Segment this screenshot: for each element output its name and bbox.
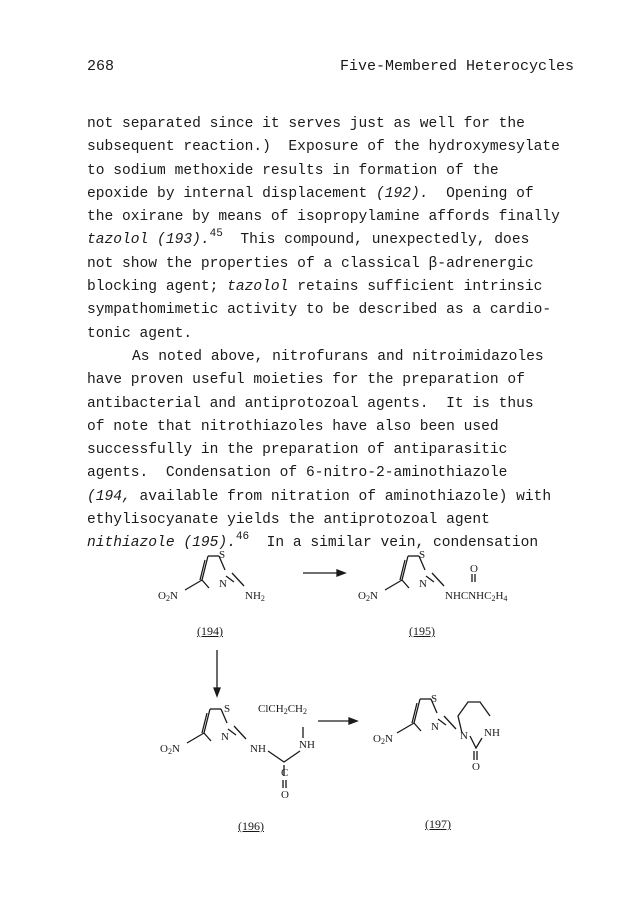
compound-number: (197) (425, 817, 451, 831)
text-line: of note that nitrothiazoles have also been used (87, 418, 499, 435)
atom-label: S (219, 549, 226, 561)
text-line: sympathomimetic activity to be described as a cardio- (87, 302, 552, 319)
arrow-head (337, 570, 345, 576)
text-line (87, 276, 627, 299)
text-line: As noted above, nitrofurans and nitroimidazoles (132, 348, 544, 365)
text-line: tonic agent. (87, 325, 193, 342)
atom-label: C (281, 767, 289, 779)
atom-label: $O_2N$ (358, 590, 378, 603)
atom-label: N (431, 721, 439, 733)
text-line: ethylisocyanate yields the antiprotozoal agent (87, 512, 490, 529)
thiazole-ring-197 (397, 699, 490, 760)
atom-label: S (431, 693, 438, 705)
arrow-head (214, 688, 220, 696)
reaction-scheme (0, 540, 635, 840)
atom-label: $NH_2$ (245, 590, 265, 603)
atom-label: S (419, 549, 426, 561)
text-run: epoxide by internal displacement (87, 185, 377, 202)
atom-label: NH (299, 739, 315, 751)
compound-number: (196) (238, 819, 264, 833)
running-head: Five-Membered Heterocycles (340, 58, 575, 75)
text-run: Opening of (428, 185, 534, 202)
compound-ref: nithiazole (195). (87, 535, 236, 552)
atom-label: O (470, 563, 478, 575)
text-run: retains sufficient intrinsic (288, 279, 543, 296)
atom-label: N (460, 730, 468, 742)
text-line: the oxirane by means of isopropylamine affords finally (87, 209, 560, 226)
text-line: agents. Condensation of 6-nitro-2-aminothiazole (87, 465, 508, 482)
atom-label: $NHCNHC_2H_4$ (445, 590, 508, 603)
body-text (87, 113, 627, 556)
atom-label: N (221, 731, 229, 743)
atom-label: $O_2N$ (373, 733, 393, 746)
compound-ref: (194, (87, 488, 131, 505)
text-line (87, 183, 627, 206)
scheme-drawing (0, 540, 635, 840)
atom-label: NH (250, 743, 266, 755)
text-line: subsequent reaction.) Exposure of the hydroxymesylate (87, 139, 560, 156)
text-line: not separated since it serves just as well for the (87, 116, 525, 132)
atom-label: $O_2N$ (160, 743, 180, 756)
atom-label: $ClCH_2CH_2$ (258, 703, 307, 716)
atom-label: $O_2N$ (158, 590, 178, 603)
compound-number: (195) (409, 624, 435, 638)
thiazole-ring-194 (185, 556, 244, 590)
page-number: 268 (87, 58, 115, 75)
thiazole-ring-195 (385, 556, 475, 590)
atom-label: N (219, 578, 227, 590)
text-line (87, 486, 627, 509)
text-run: This compound, unexpectedly, does (222, 232, 530, 249)
text-run: blocking agent; (87, 279, 228, 296)
atom-label: O (281, 789, 289, 801)
atom-label: S (224, 703, 231, 715)
compound-number: (194) (197, 624, 223, 638)
text-line: to sodium methoxide results in formation of the (87, 162, 499, 179)
text-line: successfully in the preparation of antiparasitic (87, 442, 508, 459)
text-line: not show the properties of a classical β-adrenergic (87, 255, 534, 272)
compound-ref: (192). (376, 185, 429, 202)
atom-label: NH (484, 727, 500, 739)
text-line (87, 229, 627, 252)
atom-label: O (472, 761, 480, 773)
text-run: available from nitration of aminothiazole) with (130, 488, 552, 505)
footnote-ref: 45 (209, 228, 223, 241)
atom-label: N (419, 578, 427, 590)
text-run: In a similar vein, condensation (249, 535, 539, 552)
compound-ref: tazolol (193). (87, 232, 210, 249)
text-line: antibacterial and antiprotozoal agents. It is thus (87, 395, 534, 412)
footnote-ref: 46 (235, 531, 250, 544)
text-line: have proven useful moieties for the preparation of (87, 372, 525, 389)
compound-ref: tazolol (227, 279, 289, 296)
arrow-head (349, 718, 357, 724)
